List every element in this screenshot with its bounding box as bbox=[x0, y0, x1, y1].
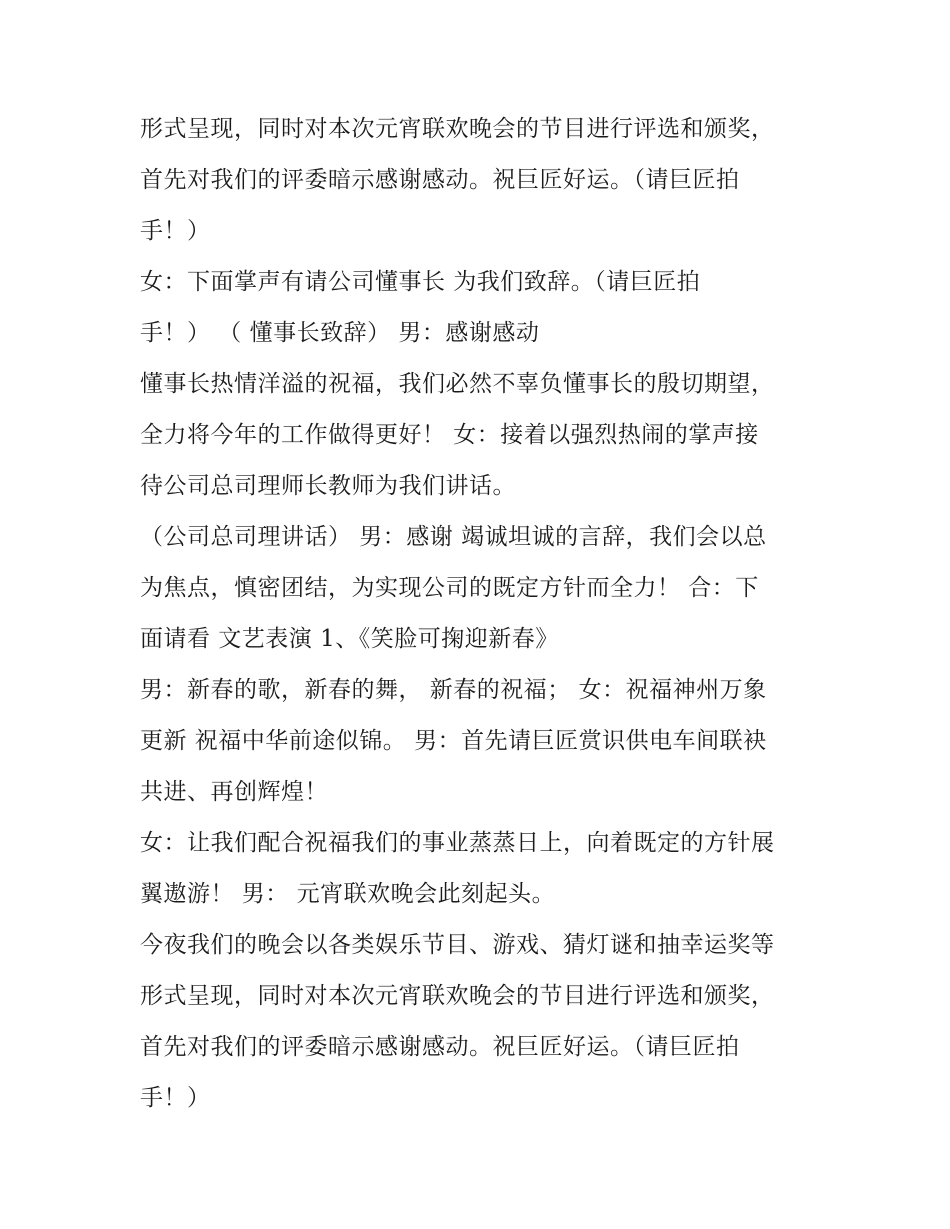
text-line: 男：新春的歌，新春的舞， 新春的祝福； 女：祝福神州万象 bbox=[140, 677, 767, 703]
text-line: 手！） （ 懂事长致辞） 男：感谢感动 bbox=[140, 320, 540, 346]
text-line: 翼遨游！ 男： 元宵联欢晚会此刻起头。 bbox=[140, 881, 556, 907]
text-line: 全力将今年的工作做得更好！ 女：接着以强烈热闹的掌声接 bbox=[140, 422, 759, 448]
document-body bbox=[140, 104, 820, 1124]
text-line: 待公司总司理师长教师为我们讲话。 bbox=[140, 473, 516, 499]
text-line: 女：让我们配合祝福我们的事业蒸蒸日上，向着既定的方针展 bbox=[140, 830, 775, 856]
text-line: 手！） bbox=[140, 218, 211, 244]
text-line: 更新 祝福中华前途似锦。 男：首先请巨匠赏识供电车间联袂 bbox=[140, 728, 767, 754]
text-line: （公司总司理讲话） 男：感谢 竭诚坦诚的言辞，我们会以总 bbox=[140, 524, 767, 550]
text-line: 形式呈现，同时对本次元宵联欢晚会的节目进行评选和颁奖， bbox=[140, 983, 775, 1009]
text-line: 面请看 文艺表演 1、《笑脸可掬迎新春》 bbox=[140, 626, 559, 652]
text-line: 懂事长热情洋溢的祝福，我们必然不辜负懂事长的殷切期望， bbox=[140, 371, 775, 397]
text-line: 首先对我们的评委暗示感谢感动。祝巨匠好运。（请巨匠拍 bbox=[140, 1034, 740, 1060]
text-line: 首先对我们的评委暗示感谢感动。祝巨匠好运。（请巨匠拍 bbox=[140, 167, 740, 193]
text-line: 今夜我们的晚会以各类娱乐节目、游戏、猜灯谜和抽幸运奖等 bbox=[140, 932, 775, 958]
text-line: 女：下面掌声有请公司懂事长 为我们致辞。（请巨匠拍 bbox=[140, 269, 701, 295]
text-line: 手！） bbox=[140, 1085, 211, 1111]
text-line: 形式呈现，同时对本次元宵联欢晚会的节目进行评选和颁奖， bbox=[140, 116, 775, 142]
text-line: 为焦点，慎密团结，为实现公司的既定方针而全力！ 合：下 bbox=[140, 575, 759, 601]
text-line: 共进、再创辉煌！ bbox=[140, 779, 328, 805]
